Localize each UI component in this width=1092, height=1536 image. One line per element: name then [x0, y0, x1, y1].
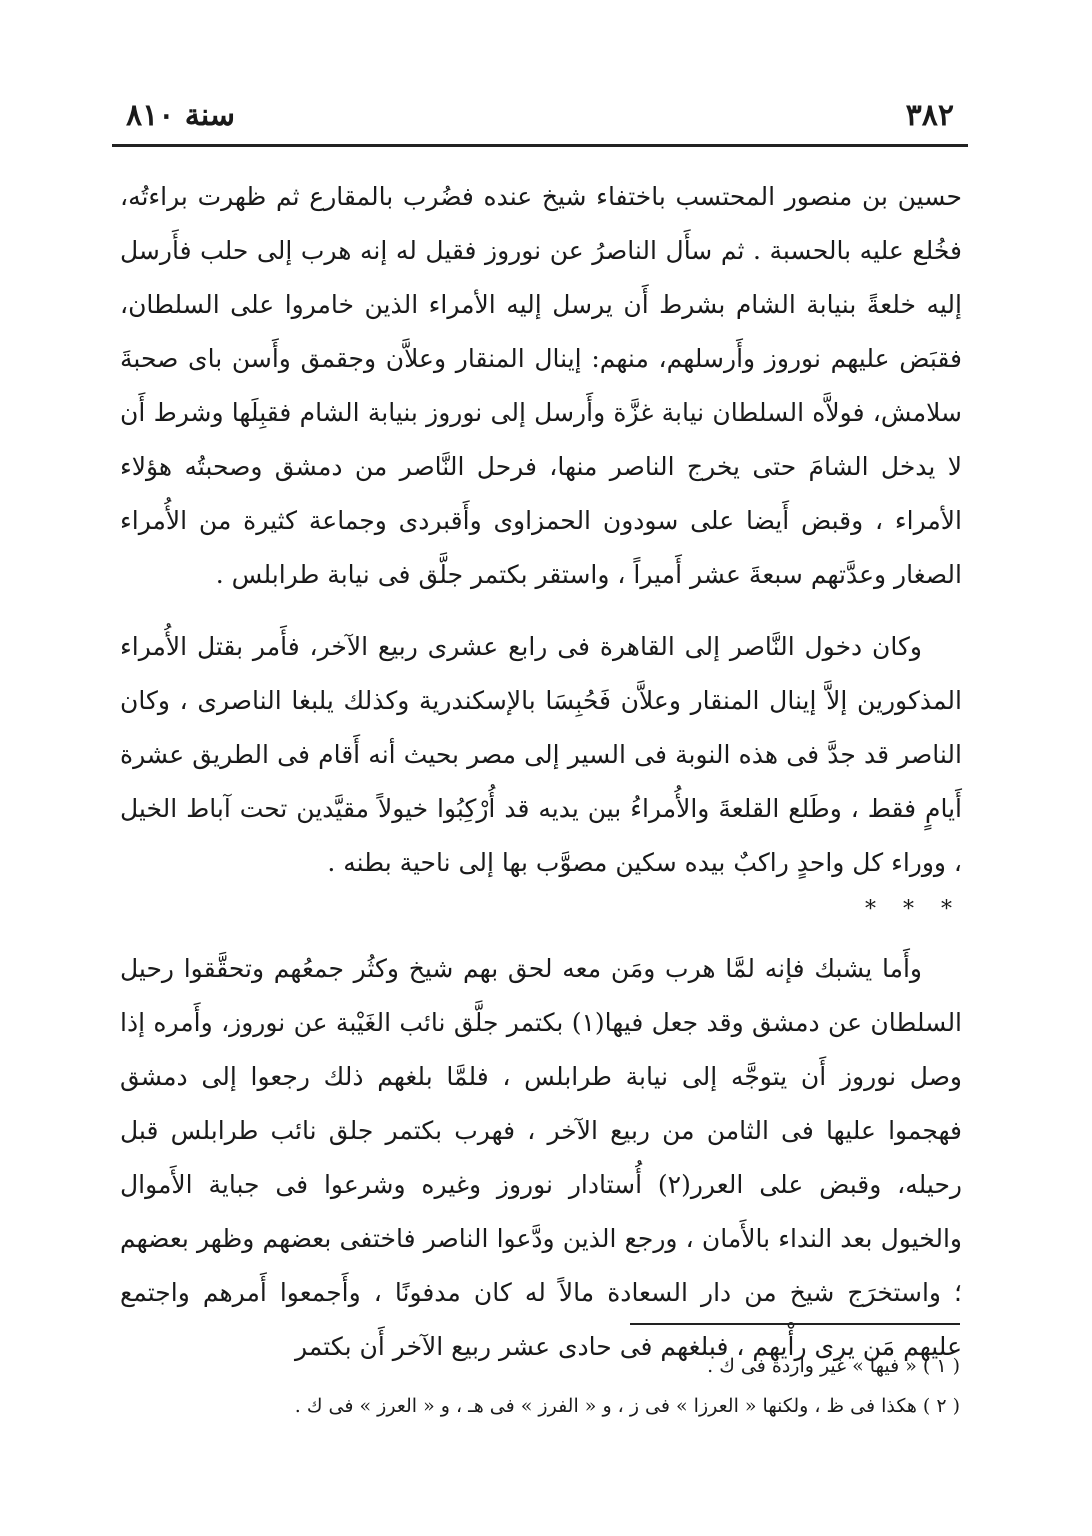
- page-number: ٣٨٢: [905, 98, 954, 133]
- footnote-rule: [630, 1323, 960, 1325]
- footnotes: [294, 1346, 960, 1426]
- paragraph-2: وكان دخول النَّاصر إلى القاهرة فى رابع عشرى ربيع الآخر، فأَمر بقتل الأُمراء المذكورين إلاَّ إينال المنقار وعلاَّن فَحُبِسَا بالإسكندرية وكذلك يلبغا الناصرى ، وكان الناصر قد جدَّ فى هذه النوبة فى السير إلى مصر بحيث أنه أَقام فى الطريق عشرة أَيامٍ فقط ، وطَلع القلعةَ والأُمراءُ بين يديه قد أُرْكِبُوا خيولاً مقيَّدين تحت آباط الخيل ، ووراء كل واحدٍ راكبٌ بيده سكين مصوَّب بها إلى ناحية بطنه .: [120, 632, 962, 877]
- paragraph-1: حسين بن منصور المحتسب باختفاء شيخ عنده فضُرب بالمقارع ثم ظهرت براءتُه، فخُلع عليه بالحسبة . ثم سأَل الناصرُ عن نوروز فقيل له إنه هرب إلى حلب فأَرسل إليه خلعةً بنيابة الشام بشرط أَن يرسل إليه الأمراء الذين خامروا على السلطان، فقبَض عليهم نوروز وأَرسلهم، منهم: إينال المنقار وعلاَّن وجقمق وأَسن باى صحبةَ سلامش، فولاَّه السلطان نيابة غزَّة وأَرسل إلى نوروز بنيابة الشام فقبِلَها وشرط أَن لا يدخل الشامَ حتى يخرج الناصر منها، فرحل النَّاصر من دمشق وصحبتُه هؤلاء الأمراء ، وقبض أَيضا على سودون الحمزاوى وأَقبردى وجماعة كثيرة من الأُمراء الصغار وعدَّتهم سبعةَ عشر أَميراً ، واستقر بكتمر جلَّق فى نيابة طرابلس .: [120, 182, 962, 589]
- section-separator: * * *: [865, 897, 962, 922]
- year-heading: سنة ٨١٠: [126, 98, 236, 133]
- running-header: [112, 92, 968, 142]
- paragraph-gap: [120, 602, 962, 620]
- header-rule: [112, 144, 968, 147]
- main-text: [120, 170, 962, 1374]
- footnote-1: ( ١ ) « فيها » غير واردة فى ك .: [707, 1355, 960, 1377]
- paragraph-3: وأَما يشبك فإنه لمَّا هرب ومَن معه لحق بهم شيخ وكثُر جمعُهم وتحقَّقوا رحيل السلطان عن دمشق وقد جعل فيها(١) بكتمر جلَّق نائب الغَيْبة عن نوروز، وأَمره إذا وصل نوروز أَن يتوجَّه إلى نيابة طرابلس ، فلمَّا بلغهم ذلك رجعوا إلى دمشق فهجموا عليها فى الثامن من ربيع الآخر ، فهرب بكتمر جلق نائب طرابلس قبل رحيله، وقبض على العرر(٢) أُستادار نوروز وغيره وشرعوا فى جباية الأَموال والخيول بعد النداء بالأَمان ، ورجع الذين ودَّعوا الناصر فاختفى بعضهم وظهر بعضهم ؛ واستخرَج شيخ من دار السعادة مالاً له كان مدفونًا ، وأَجمعوا أَمرهم واجتمع عليهم مَن يرى رأْيهم ، فبلغهم فى حادى عشر ربيع الآخر أَن بكتمر: [120, 954, 963, 1361]
- footnote-2: ( ٢ ) هكذا فى ظ ، ولكنها « العرزا » فى ز ، و « الفرز » فى هـ ، و « العرز » فى ك .: [294, 1395, 960, 1417]
